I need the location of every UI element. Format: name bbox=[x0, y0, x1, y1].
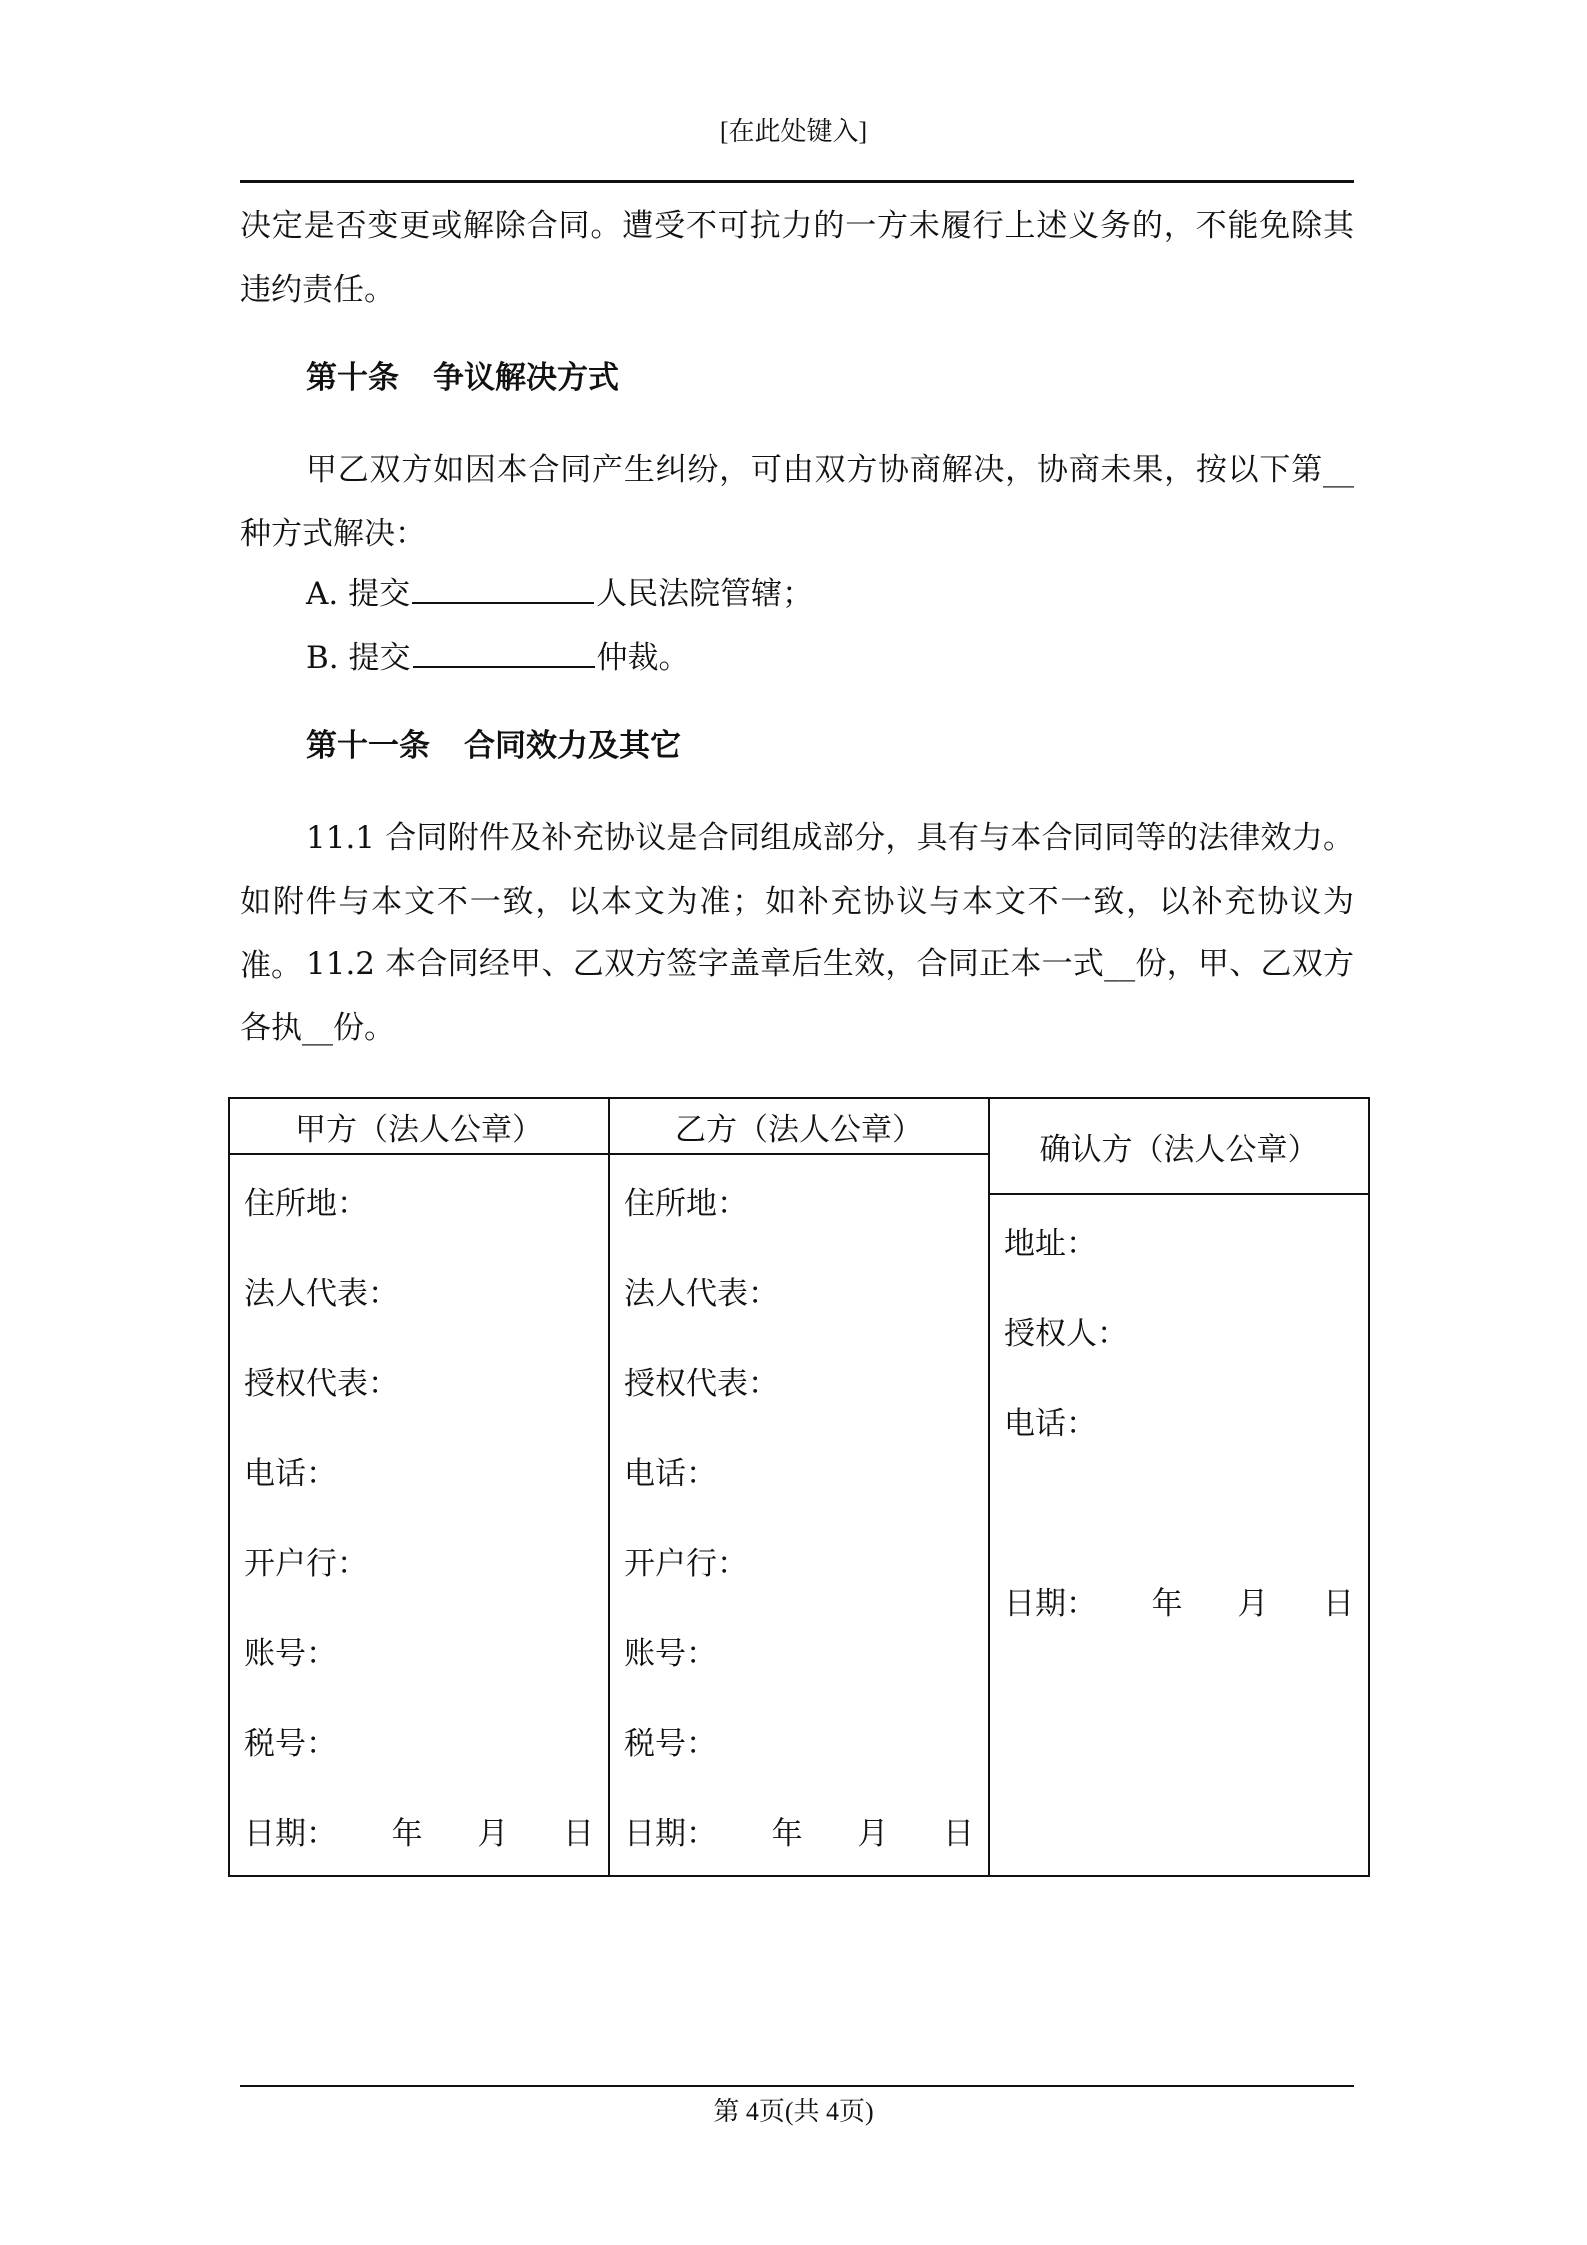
signature-table bbox=[228, 1097, 1370, 1877]
article10-title: 争议解决方式 bbox=[433, 360, 619, 396]
article10-option-a bbox=[306, 562, 813, 626]
date-month: 月 bbox=[1237, 1585, 1269, 1622]
party-a-header: 甲方（法人公章） bbox=[230, 1099, 608, 1155]
article11-title: 合同效力及其它 bbox=[464, 728, 681, 764]
date-month: 月 bbox=[477, 1815, 509, 1852]
confirmer-phone-field: 电话： bbox=[1004, 1405, 1097, 1442]
article11-clause-1: 11.1 合同附件及补充协议是合同组成部分，具有与本合同同等的法律效力。如附件与本文不一致，以本文为准；如补充协议与本文不一致，以补充协议为准。 bbox=[240, 820, 1354, 984]
party-a-phone-field: 电话： bbox=[244, 1455, 337, 1492]
party-b-date-line bbox=[624, 1785, 974, 1875]
party-b-column bbox=[608, 1099, 988, 1875]
party-b-account-field: 账号： bbox=[624, 1635, 717, 1672]
confirmer-address-field: 地址： bbox=[1004, 1225, 1097, 1262]
party-b-authorized-rep-field: 授权代表： bbox=[624, 1365, 779, 1402]
party-a-address-field: 住所地： bbox=[244, 1185, 368, 1222]
date-month: 月 bbox=[857, 1815, 889, 1852]
party-a-tax-field: 税号： bbox=[244, 1725, 337, 1762]
article11-clause-2: 11.2 本合同经甲、乙双方签字盖章后生效，合同正本一式__份，甲、乙双方各执__份。 bbox=[240, 946, 1354, 1046]
confirmer-column bbox=[988, 1099, 1368, 1875]
date-year: 年 bbox=[771, 1815, 803, 1852]
article10-option-b bbox=[306, 626, 690, 690]
option-a-suffix: 人民法院管辖； bbox=[596, 576, 814, 612]
party-a-legal-rep-field: 法人代表： bbox=[244, 1275, 399, 1312]
date-day: 日 bbox=[1322, 1585, 1354, 1622]
party-a-account-field: 账号： bbox=[244, 1635, 337, 1672]
date-day: 日 bbox=[562, 1815, 594, 1852]
option-a-prefix: A. 提交 bbox=[306, 576, 411, 612]
footer-rule bbox=[240, 2085, 1354, 2087]
article10-body: 甲乙双方如因本合同产生纠纷，可由双方协商解决，协商未果，按以下第__种方式解决： bbox=[240, 452, 1354, 552]
date-year: 年 bbox=[1151, 1585, 1183, 1622]
option-b-blank bbox=[413, 636, 595, 668]
page-footer: 第 4页(共 4页) bbox=[713, 2097, 874, 2126]
confirmer-date-line bbox=[1004, 1555, 1354, 1645]
party-b-legal-rep-field: 法人代表： bbox=[624, 1275, 779, 1312]
page-header: [在此处键入] bbox=[719, 117, 868, 146]
party-b-address-field: 住所地： bbox=[624, 1185, 748, 1222]
option-b-prefix: B. 提交 bbox=[306, 640, 411, 676]
article10-heading bbox=[306, 346, 619, 410]
party-b-header: 乙方（法人公章） bbox=[610, 1099, 988, 1155]
date-label: 日期： bbox=[244, 1815, 337, 1852]
party-a-column bbox=[230, 1099, 608, 1875]
party-a-date-line bbox=[244, 1785, 594, 1875]
date-label: 日期： bbox=[624, 1815, 717, 1852]
confirmer-header: 确认方（法人公章） bbox=[990, 1099, 1368, 1195]
date-label: 日期： bbox=[1004, 1585, 1097, 1622]
article10-number: 第十条 bbox=[306, 360, 399, 396]
article9-tail-paragraph: 决定是否变更或解除合同。遭受不可抗力的一方未履行上述义务的，不能免除其违约责任。 bbox=[240, 208, 1354, 308]
party-b-bank-field: 开户行： bbox=[624, 1545, 748, 1582]
option-b-suffix: 仲裁。 bbox=[596, 640, 690, 676]
header-rule bbox=[240, 180, 1354, 183]
option-a-blank bbox=[412, 572, 594, 604]
party-a-authorized-rep-field: 授权代表： bbox=[244, 1365, 399, 1402]
party-b-phone-field: 电话： bbox=[624, 1455, 717, 1492]
confirmer-spacer bbox=[1004, 1465, 1354, 1555]
party-a-bank-field: 开户行： bbox=[244, 1545, 368, 1582]
date-year: 年 bbox=[391, 1815, 423, 1852]
confirmer-authorized-person-field: 授权人： bbox=[1004, 1315, 1128, 1352]
party-b-tax-field: 税号： bbox=[624, 1725, 717, 1762]
article11-heading bbox=[306, 714, 681, 778]
article11-number: 第十一条 bbox=[306, 728, 430, 764]
date-day: 日 bbox=[942, 1815, 974, 1852]
